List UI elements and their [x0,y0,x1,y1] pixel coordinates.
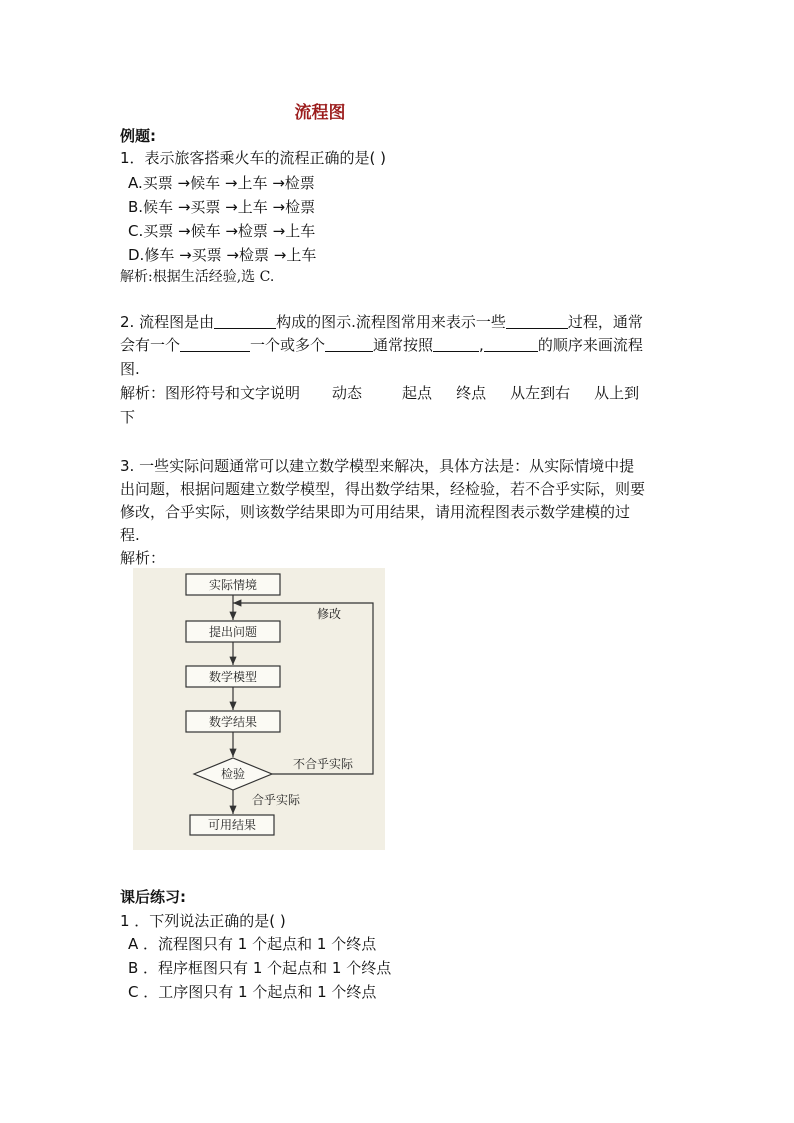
label-fit: 合乎实际 [251,793,301,807]
q2-text: , [479,336,484,354]
q1-analysis: 解析:根据生活经验,选 C. [120,269,275,285]
q2-line1 [120,310,643,334]
answer-blank [180,336,250,352]
q2-text: 构成的图示.流程图常用来表示一些 [276,313,506,331]
answer-blank [214,313,276,329]
q3-line3: 修改，合乎实际，则该数学结果即为可用结果，请用流程图表示数学建模的过 [120,503,631,521]
flow-label: 数学模型 [208,670,258,684]
label-modify: 修改 [316,607,342,621]
q2-line2 [120,333,643,357]
flow-box-math-result [186,711,280,732]
flow-label: 可用结果 [207,818,257,832]
hw-option-b: B ．程序框图只有 1 个起点和 1 个终点 [128,959,392,977]
flow-label: 数学结果 [208,715,258,729]
q2-analysis [120,381,639,405]
analysis-label: 解析： [120,384,166,402]
q3-line2: 出问题，根据问题建立数学模型，得出数学结果，经检验，若不合乎实际，则要 [120,480,646,498]
q3-line1: 3. 一些实际问题通常可以建立数学模型来解决，具体方法是：从实际情境中提 [120,457,635,475]
hw-option-c: C ．工序图只有 1 个起点和 1 个终点 [128,983,377,1001]
answer-4: 终点 [456,384,487,402]
q2-text: 的顺序来画流程 [537,336,643,354]
flow-box-usable-result [190,815,274,835]
answer-2: 动态 [332,384,363,402]
flowchart-figure [133,568,385,850]
page-title: 流程图 [294,103,346,123]
answer-blank [433,336,479,352]
q2-analysis-tail: 下 [120,408,136,426]
q1-option-d: D.修车 →买票 →检票 →上车 [128,246,317,264]
label-not-fit: 不合乎实际 [292,757,354,771]
flow-label: 提出问题 [208,625,258,639]
flow-diamond-check [194,758,272,790]
answer-3: 起点 [402,384,433,402]
answer-5: 从左到右 [510,384,571,402]
q2-text: 2. 流程图是由 [120,313,215,331]
hw-stem: 1 ．下列说法正确的是( ) [120,912,286,930]
q2-text: 通常按照 [373,336,434,354]
answer-6: 从上到 [594,384,640,402]
flow-label: 检验 [220,767,246,781]
answer-blank [325,336,373,352]
flow-box-pose-question [186,621,280,642]
q2-text: 一个或多个 [250,336,326,354]
q3-analysis-label: 解析： [120,549,166,567]
flow-label: 实际情境 [208,578,258,592]
answer-1: 图形符号和文字说明 [165,384,301,402]
hw-option-a: A ．流程图只有 1 个起点和 1 个终点 [128,935,377,953]
answer-blank [484,336,538,352]
flow-box-situation [186,574,280,595]
q1-option-a: A.买票 →候车 →上车 →检票 [128,174,315,192]
q1-stem: 1．表示旅客搭乘火车的流程正确的是( ) [120,149,387,167]
q2-text: 会有一个 [120,336,181,354]
q2-line3: 图. [120,360,140,378]
homework-heading: 课后练习: [120,888,186,906]
flow-box-math-model [186,666,280,687]
q3-line4: 程. [120,526,140,544]
answer-blank [506,313,568,329]
q1-option-c: C.买票 →候车 →检票 →上车 [128,222,316,240]
q2-text: 过程，通常 [567,313,643,331]
flowchart-svg [133,568,385,850]
example-heading: 例题: [120,127,156,145]
q1-option-b: B.候车 →买票 →上车 →检票 [128,198,316,216]
